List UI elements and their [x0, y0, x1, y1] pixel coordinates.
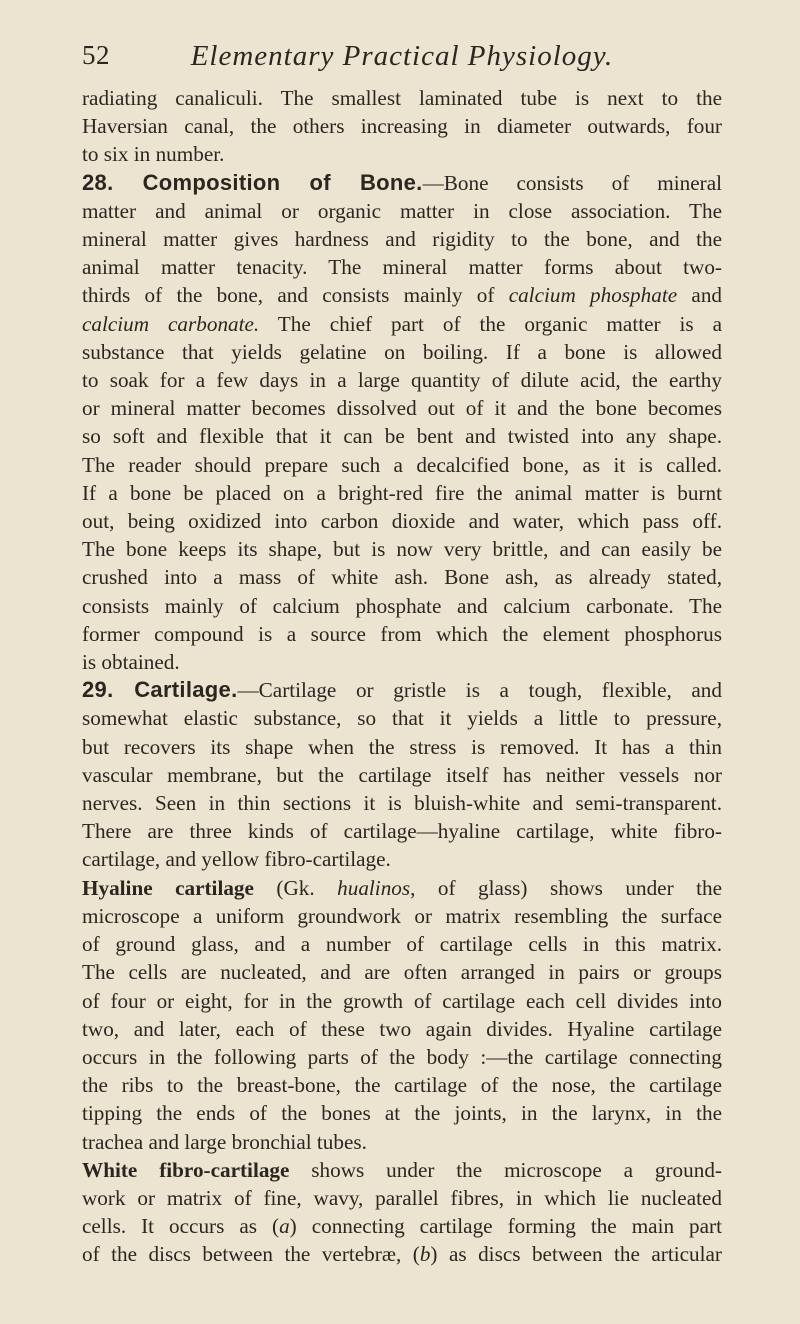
text-line: of the discs between the vertebræ, (b) as discs between the articular	[82, 1242, 722, 1267]
italic-term: hualinos	[337, 875, 411, 900]
text-line: vascular membrane, but the cartilage itself has neither vessels nor	[82, 762, 722, 787]
text-line: former compound is a source from which the element phosphorus	[82, 621, 722, 646]
section-28-heading-line: 28. Composition of Bone.—Bone consists of mineral	[82, 169, 722, 195]
text-line: nerves. Seen in thin sections it is bluish-white and semi-transparent.	[82, 791, 722, 816]
text-line: occurs in the following parts of the body :—the cartilage connecting	[82, 1044, 722, 1069]
text-line: the ribs to the breast-bone, the cartilage of the nose, the cartilage	[82, 1073, 722, 1098]
section-29-heading-line: 29. Cartilage.—Cartilage or gristle is a tough, flexible, and	[82, 677, 722, 703]
text-line: thirds of the bone, and consists mainly of calcium phosphate and	[82, 283, 723, 308]
page-number: 52	[82, 40, 110, 70]
text-line: or mineral matter becomes dissolved out of it and the bone becomes	[82, 396, 722, 421]
text-line: substance that yields gelatine on boiling. If a bone is allowed	[82, 339, 722, 364]
italic-term: calcium phosphate	[508, 283, 678, 308]
text-line: matter and animal or organic matter in close association. The	[82, 198, 722, 223]
text-line: so soft and flexible that it can be bent and twisted into any shape.	[82, 424, 722, 449]
bold-term: Hyaline cartilage	[82, 875, 254, 900]
text-line: radiating canaliculi. The smallest laminated tube is next to the	[82, 86, 722, 110]
text-line: mineral matter gives hardness and rigidity to the bone, and the	[82, 227, 722, 252]
text-line: The reader should prepare such a decalcified bone, as it is called.	[82, 452, 722, 477]
text-line: consists mainly of calcium phosphate and calcium carbonate. The	[82, 593, 722, 618]
text-line: If a bone be placed on a bright-red fire the animal matter is burnt	[82, 480, 722, 505]
section-heading: 28. Composition of Bone.	[82, 169, 423, 195]
text-line: crushed into a mass of white ash. Bone ash, as already stated,	[82, 565, 722, 590]
text-line: work or matrix of fine, wavy, parallel fibres, in which lie nucleated	[82, 1185, 722, 1210]
text-line: microscope a uniform groundwork or matrix resembling the surface	[82, 903, 722, 928]
italic-term: calcium carbonate.	[82, 311, 260, 336]
text-line: cells. It occurs as (a) connecting cartilage forming the main part	[82, 1214, 723, 1239]
text-line: to soak for a few days in a large quantity of dilute acid, the earthy	[82, 368, 722, 393]
white-paragraph-start: White fibro-cartilage shows under the microscope a ground-	[82, 1157, 722, 1182]
text-line: of ground glass, and a number of cartilage cells in this matrix.	[82, 932, 722, 957]
text-line: The cells are nucleated, and are often arranged in pairs or groups	[82, 960, 722, 985]
text-line: somewhat elastic substance, so that it yields a little to pressure,	[82, 706, 722, 731]
text-line: There are three kinds of cartilage—hyaline cartilage, white fibro-	[82, 819, 722, 844]
text-line: cartilage, and yellow fibro-cartilage.	[82, 847, 391, 872]
text-line: two, and later, each of these two again divides. Hyaline cartilage	[82, 1016, 722, 1041]
running-title: Elementary Practical Physiology.	[190, 40, 614, 72]
text-line: Haversian canal, the others increasing in diameter outwards, four	[82, 114, 722, 139]
text-line: to six in number.	[82, 142, 225, 167]
page-header	[82, 40, 722, 80]
hyaline-paragraph-start: Hyaline cartilage (Gk. hualinos, of glass) shows under the	[82, 875, 723, 900]
section-heading: 29. Cartilage.	[82, 677, 238, 703]
text-line: but recovers its shape when the stress is removed. It has a thin	[82, 734, 722, 759]
text-line: calcium carbonate. The chief part of the organic matter is a	[82, 311, 722, 336]
text-line: The bone keeps its shape, but is now very brittle, and can easily be	[82, 537, 722, 562]
text-line: of four or eight, for in the growth of cartilage each cell divides into	[82, 988, 722, 1013]
text-line: animal matter tenacity. The mineral matter forms about two-	[82, 255, 722, 280]
bold-term: White fibro-cartilage	[82, 1157, 290, 1182]
text-line: trachea and large bronchial tubes.	[82, 1129, 367, 1154]
body-text	[82, 84, 722, 1269]
text-line: tipping the ends of the bones at the joints, in the larynx, in the	[82, 1101, 722, 1126]
text-line: out, being oxidized into carbon dioxide and water, which pass off.	[82, 509, 722, 534]
text-line: is obtained.	[82, 650, 180, 675]
